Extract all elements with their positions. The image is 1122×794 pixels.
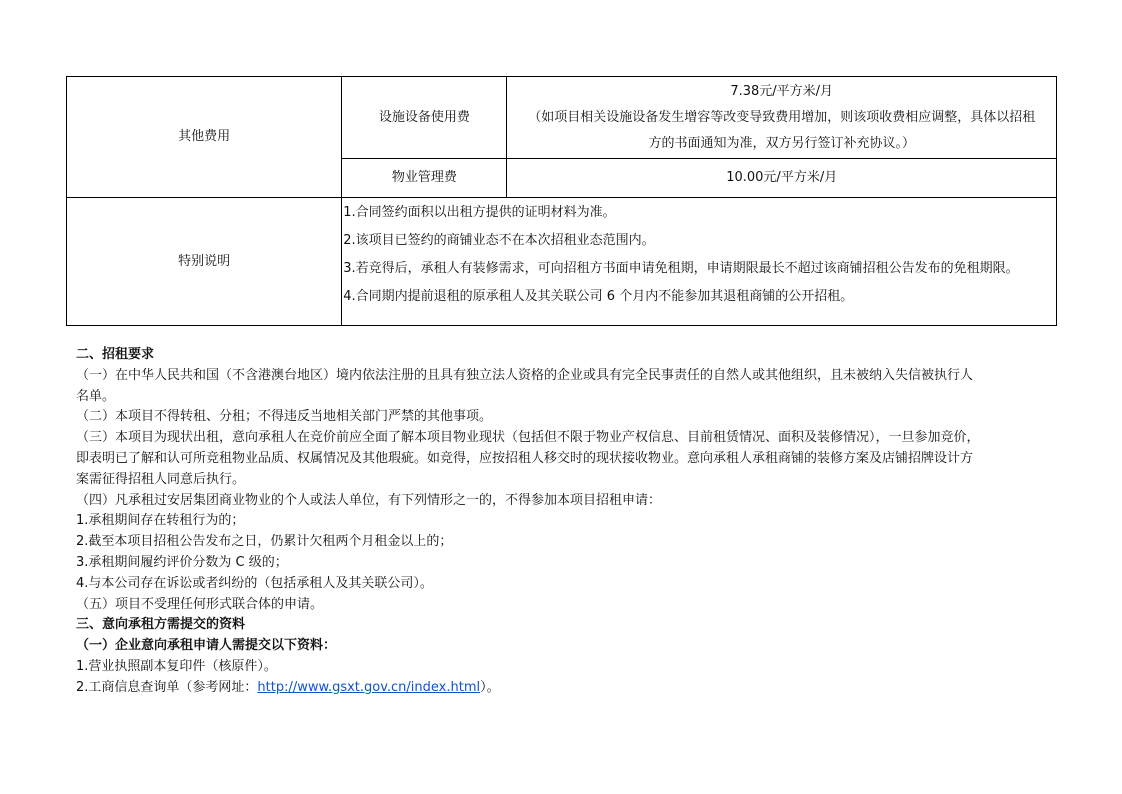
property-fee-label: 物业管理费 [342,159,507,198]
section3-subheading: （一）企业意向承租申请人需提交以下资料： [76,638,337,654]
facility-fee-note-line1: （如项目相关设施设备发生增容等改变导致费用增加，则该项收费相应调整，具体以招租 [528,109,1036,125]
requirement-3-line3: 案需征得招租人同意后执行。 [76,471,246,487]
section3-heading: 三、意向承租方需提交的资料 [76,617,246,633]
facility-fee-note-line2: 方的书面通知为准，双方另行签订补充协议。） [648,135,915,151]
special-note-item: 2.该项目已签约的商铺业态不在本次招租业态范围内。 [343,233,655,248]
material-item-2-suffix: ）。 [480,679,500,695]
section2-heading: 二、招租要求 [76,347,155,362]
requirement-4-item: 4.与本公司存在诉讼或者纠纷的（包括承租人及其关联公司）。 [76,575,433,591]
special-note-item: 4.合同期内提前退租的原承租人及其关联公司 6 个月内不能参加其退租商铺的公开招租。 [343,289,854,304]
requirement-4: （四）凡承租过安居集团商业物业的个人或法人单位，有下列情形之一的，不得参加本项目招租申请： [76,492,662,508]
material-item-2 [76,678,1056,699]
facility-fee-cell [507,77,1057,159]
facility-fee-value: 7.38元/平方米/月 [730,83,834,99]
facility-fee-label: 设施设备使用费 [342,77,507,159]
fee-table [66,76,1057,326]
requirement-4-item: 2.截至本项目招租公告发布之日，仍累计欠租两个月租金以上的； [76,534,453,550]
requirement-3-line1: （三）本项目为现状出租，意向承租人在竞价前应全面了解本项目物业现状（包括但不限于物业产权信息、目前租赁情况、面积及装修情况），一旦参加竞价， [76,430,980,446]
requirement-2: （二）本项目不得转租、分租；不得违反当地相关部门严禁的其他事项。 [76,409,493,425]
document-body [76,345,1056,699]
requirement-1-line1: （一）在中华人民共和国（不含港澳台地区）境内依法注册的且具有独立法人资格的企业或具有完全民事责任的自然人或其他组织，且未被纳入失信被执行人 [76,367,974,383]
requirement-4-item: 3.承租期间履约评价分数为 C 级的； [76,554,288,570]
material-item-1: 1.营业执照副本复印件（核原件）。 [76,658,277,674]
special-notes-cell [342,198,1057,326]
special-notes-label: 特别说明 [67,198,342,326]
gsxt-link[interactable]: http://www.gsxt.gov.cn/index.html [257,679,481,695]
material-item-2-prefix: 2.工商信息查询单（参考网址： [76,679,258,695]
requirement-5: （五）项目不受理任何形式联合体的申请。 [76,596,324,612]
requirement-3-line2: 即表明已了解和认可所竞租物业品质、权属情况及其他瑕疵。如竞得，应按招租人移交时的现状接收物业。意向承租人承租商铺的装修方案及店铺招牌设计方 [76,450,974,466]
other-fees-label: 其他费用 [67,77,342,198]
special-note-item: 1.合同签约面积以出租方提供的证明材料为准。 [343,205,616,220]
special-note-item: 3.若竞得后，承租人有装修需求，可向招租方书面申请免租期，申请期限最长不超过该商铺招租公告发布的免租期限。 [343,261,1019,276]
requirement-4-item: 1.承租期间存在转租行为的； [76,513,245,529]
property-fee-value: 10.00元/平方米/月 [507,159,1057,198]
requirement-1-line2: 名单。 [76,388,116,404]
